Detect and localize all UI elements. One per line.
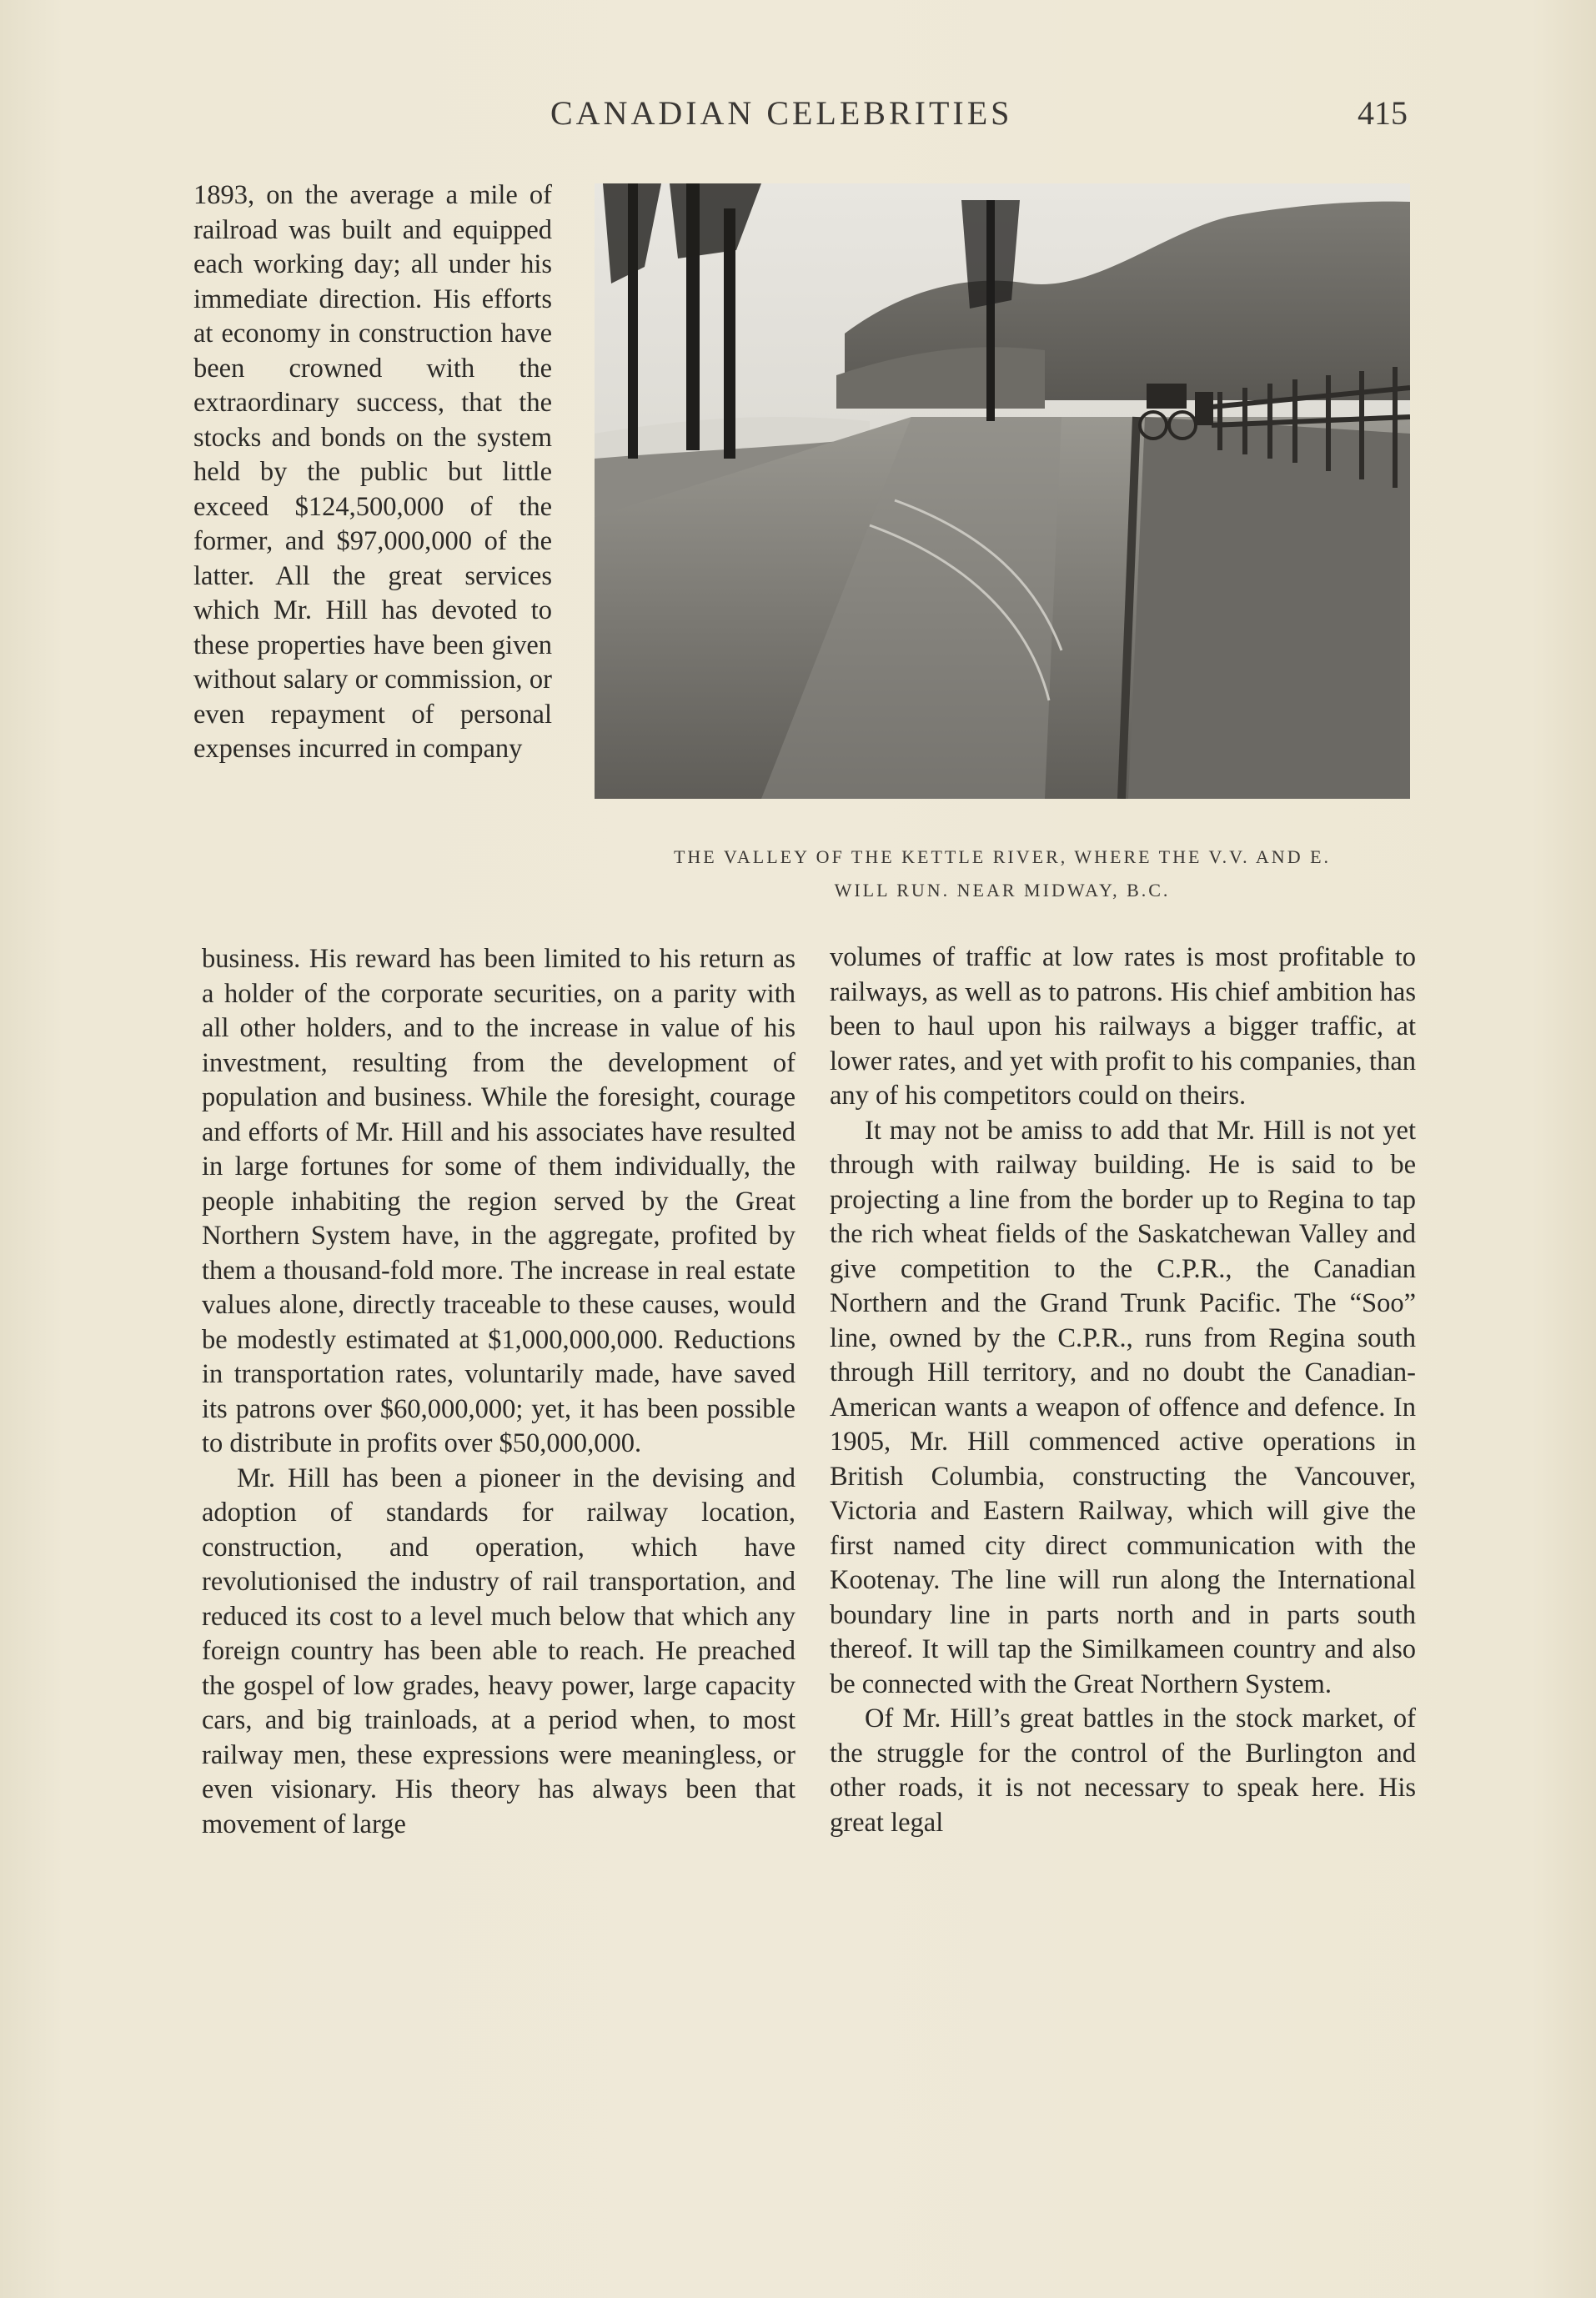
paragraph-left-2: Mr. Hill has been a pioneer in the devising and adoption of standards for railway location, construction, and operation, which have revolutionised the industry of rail transportation, and reduced its cost to a level much below that which any foreign country has been able to reach. He preached the gospel of low grades, heavy power, large capacity cars, and big trainloads, at a period when, to most railway men, these expressions were meaningless, or even visionary. His theory has always been that movement of large	[202, 1463, 795, 1839]
page-number: 415	[1358, 94, 1408, 132]
paragraph-right-1: volumes of traffic at low rates is most profitable to railways, as well as to patrons. His chief ambition has been to haul upon his railways a bigger traffic, at lower rates, and yet with profit to his companies, than any of his competitors could on theirs.	[830, 942, 1416, 1111]
running-head	[0, 93, 1596, 143]
photograph-kettle-river-valley	[595, 183, 1410, 799]
figure-caption	[595, 840, 1410, 907]
paragraph-left-top: 1893, on the average a mile of railroad was built and equipped each working day; all under his immediate direction. His efforts at economy in construction have been crowned with the extraordinary success, that the stocks and bonds on the system held by the public but little exceed $124,500,000 of the former, and $97,000,000 of the latter. All the great services which Mr. Hill has devoted to these properties have been given without salary or commission, or even repayment of personal expenses incurred in company	[193, 180, 552, 764]
caption-line-2: WILL RUN. NEAR MIDWAY, B.C.	[834, 880, 1171, 901]
right-column	[830, 941, 1416, 1840]
paragraph-right-2: It may not be amiss to add that Mr. Hill is not yet through with railway building. He is said to be projecting a line from the border up to Regina to tap the rich wheat fields of the Saskatchewan Valley and give competition to the C.P.R., the Canadian Northern and the Grand Trunk Pacific. The “Soo” line, owned by the C.P.R., runs from Regina south through Hill territory, and no doubt the Canadian-American wants a weapon of offence and defence. In 1905, Mr. Hill commenced active operations in British Columbia, constructing the Vancouver, Victoria and Eastern Railway, which will give the first named city direct communication with the Kootenay. The line will run along the International boundary line in parts north and in parts south thereof. It will tap the Similkameen country and also be connected with the Great Northern System.	[830, 1115, 1416, 1699]
left-column-bottom	[202, 942, 795, 1842]
caption-line-1: THE VALLEY OF THE KETTLE RIVER, WHERE THE V.V. AND E.	[673, 846, 1332, 867]
running-title: CANADIAN CELEBRITIES	[550, 94, 1013, 132]
left-column-top	[193, 178, 552, 767]
paragraph-right-3: Of Mr. Hill’s great battles in the stock market, of the struggle for the control of the Burlington and other roads, it is not necessary to speak here. His great legal	[830, 1703, 1416, 1838]
paragraph-left-1: business. His reward has been limited to his return as a holder of the corporate securities, on a parity with all other holders, and to the increase in value of his investment, resulting from the development of population and business. While the foresight, courage and efforts of Mr. Hill and his associates have resulted in large fortunes for some of them individually, the people inhabiting the region served by the Great Northern System have, in the aggregate, profited by them a thousand-fold more. The increase in real estate values alone, directly traceable to these causes, would be modestly estimated at $1,000,000,000. Reductions in transportation rates, voluntarily made, have saved its patrons over $60,000,000; yet, it has been possible to distribute in profits over $50,000,000.	[202, 944, 795, 1458]
photo-illustration	[595, 183, 1410, 799]
